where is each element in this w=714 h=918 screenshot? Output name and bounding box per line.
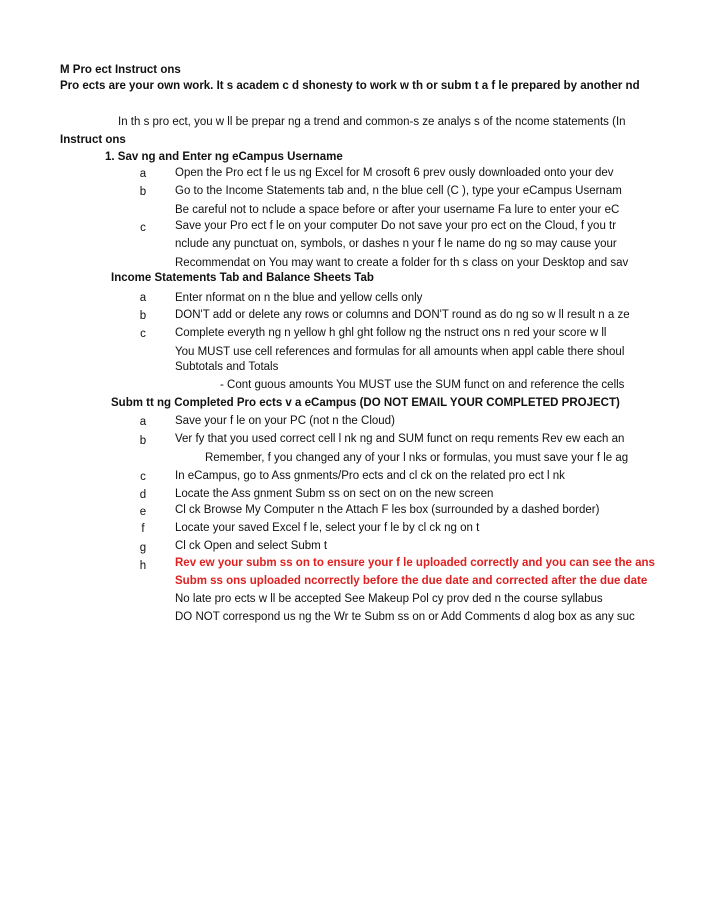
list-item: Cl ck Open and select Subm t [175,540,328,552]
list-letter: a [139,292,147,304]
list-item-emphasis: Subm ss ons uploaded ncorrectly before the due date and corrected after the due date [175,575,648,587]
list-item: Subtotals and Totals [175,361,279,373]
list-item: DON'T add or delete any rows or columns and DON'T round as do ng so w ll result n a ze [175,309,630,321]
list-letter: f [141,523,145,535]
list-item: Open the Pro ect f le us ng Excel for M crosoft 6 prev ously downloaded onto your dev [175,167,614,179]
list-item: You MUST use cell references and formulas for all amounts when appl cable there shoul [175,346,625,358]
list-item: - Cont guous amounts You MUST use the SUM funct on and reference the cells [220,379,625,391]
list-item: No late pro ects w ll be accepted See Makeup Pol cy prov ded n the course syllabus [175,593,603,605]
list-item: Be careful not to nclude a space before or after your username Fa lure to enter your eC [175,204,620,216]
list-letter: b [139,186,147,198]
list-letter: c [140,222,146,234]
list-item-emphasis: Rev ew your subm ss on to ensure your f le uploaded correctly and you can see the ans [175,557,655,569]
list-item: Recommendat on You may want to create a folder for th s class on your Desktop and sav [175,257,629,269]
list-item: Ver fy that you used correct cell l nk ng and SUM funct on requ rements Rev ew each an [175,433,625,445]
list-item: Complete everyth ng n yellow h ghl ght follow ng the nstruct ons n red your score w ll [175,327,607,339]
document-title: M Pro ect Instruct ons [60,64,181,76]
list-item: Save your f le on your PC (not n the Cloud) [175,415,395,427]
document-subtitle: Pro ects are your own work. It s academ c d shonesty to work w th or subm t a f le prepared by another nd [60,80,640,92]
list-letter: h [139,560,147,572]
list-letter: d [139,489,147,501]
list-letter: b [139,435,147,447]
list-item: Locate your saved Excel f le, select your f le by cl ck ng on t [175,522,480,534]
list-item: In eCampus, go to Ass gnments/Pro ects and cl ck on the related pro ect l nk [175,470,565,482]
section-3-heading: Subm tt ng Completed Pro ects v a eCampus (DO NOT EMAIL YOUR COMPLETED PROJECT) [111,397,620,409]
list-item: Cl ck Browse My Computer n the Attach F les box (surrounded by a dashed border) [175,504,600,516]
list-letter: e [139,506,147,518]
list-letter: c [140,328,146,340]
instructions-heading: Instruct ons [60,134,126,146]
intro-text: In th s pro ect, you w ll be prepar ng a trend and common-s ze analys s of the ncome statements (In [118,116,626,128]
section-1-heading: 1. Sav ng and Enter ng eCampus Username [105,151,343,163]
list-letter: a [139,416,147,428]
list-item: Locate the Ass gnment Subm ss on sect on on the new screen [175,488,494,500]
list-letter: c [140,471,146,483]
list-item: DO NOT correspond us ng the Wr te Subm ss on or Add Comments d alog box as any suc [175,611,635,623]
list-letter: b [139,310,147,322]
list-item: Enter nformat on n the blue and yellow cells only [175,292,423,304]
list-item: nclude any punctuat on, symbols, or dashes n your f le name do ng so may cause your [175,238,617,250]
list-item: Go to the Income Statements tab and, n the blue cell (C ), type your eCampus Usernam [175,185,622,197]
list-item: Remember, f you changed any of your l nks or formulas, you must save your f le ag [205,452,629,464]
list-letter: g [139,542,147,554]
list-letter: a [139,168,147,180]
list-item: Save your Pro ect f le on your computer Do not save your pro ect on the Cloud, f you tr [175,220,617,232]
section-2-heading: Income Statements Tab and Balance Sheets Tab [111,272,374,284]
